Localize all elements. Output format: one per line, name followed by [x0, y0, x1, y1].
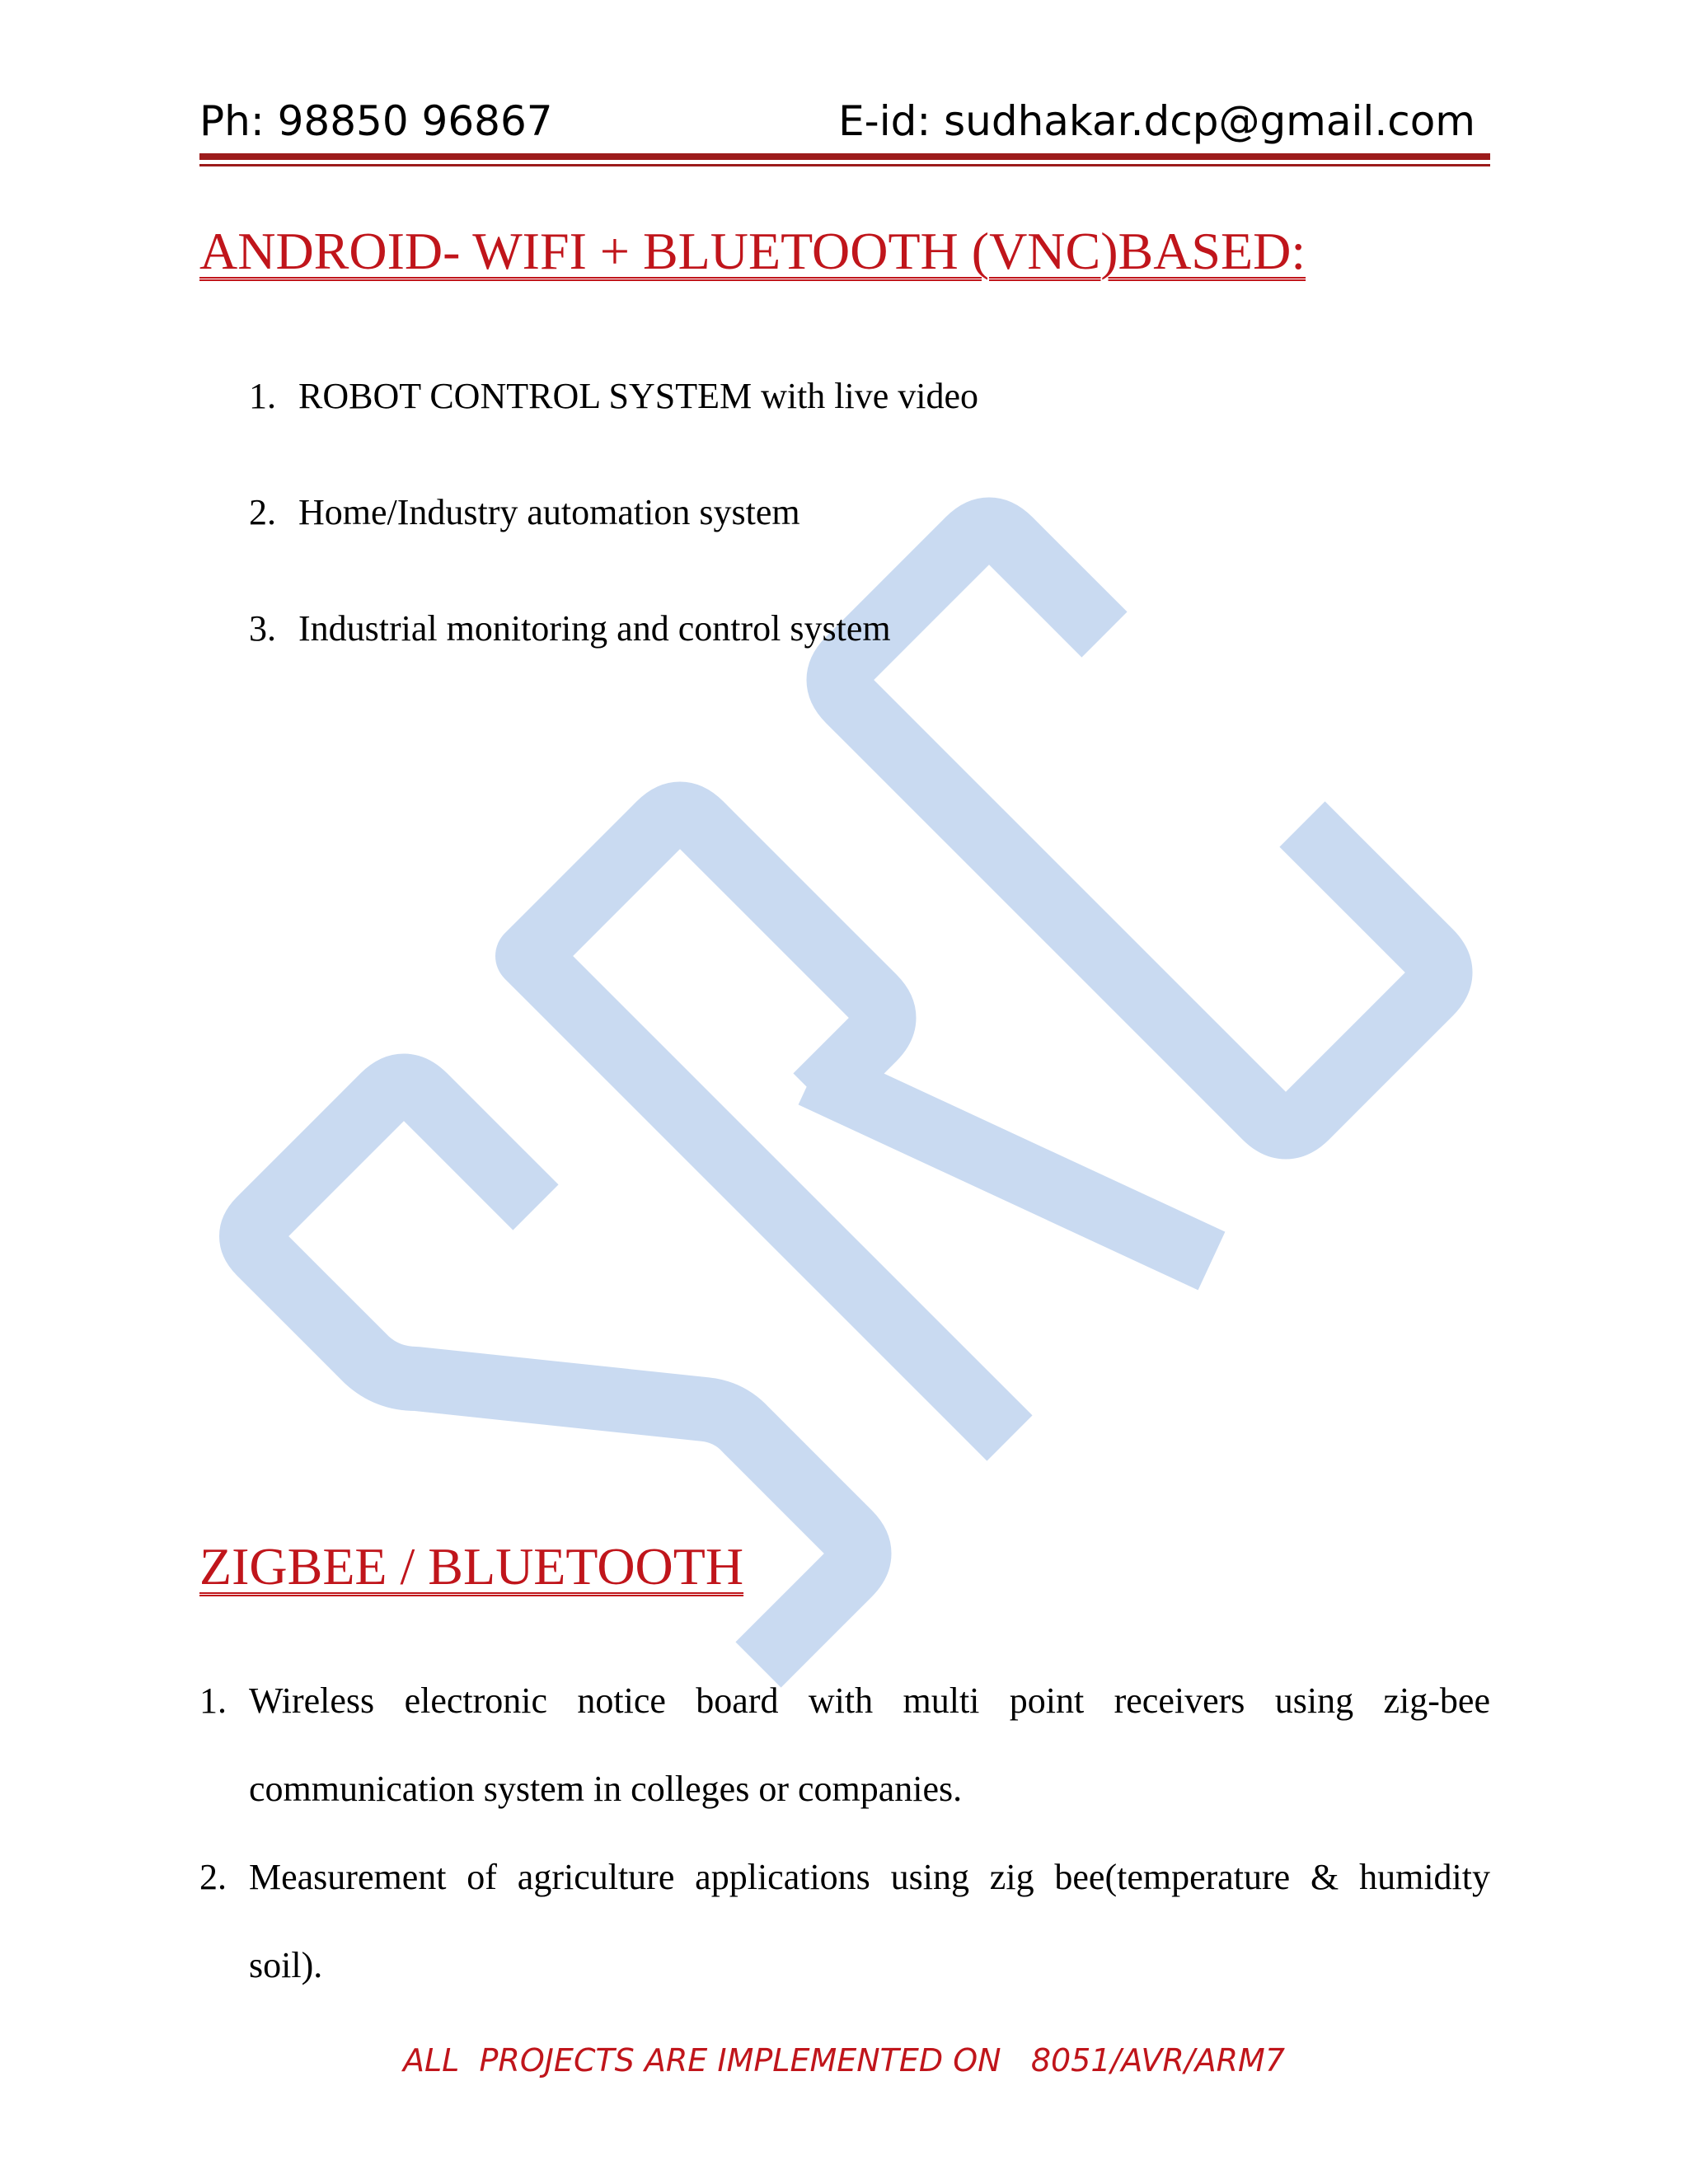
list-item-number: 3.	[249, 608, 276, 649]
section-title-android: ANDROID- WIFI + BLUETOOTH (VNC)BASED:	[199, 222, 1306, 280]
list-item-number: 1.	[249, 376, 276, 416]
list-item-text-line2: communication system in colleges or companies.	[249, 1769, 963, 1809]
list-item-text-line1: Wireless electronic notice board with multi point receivers using zig-bee	[249, 1680, 1490, 1721]
android-project-list	[249, 371, 978, 719]
section-title-zigbee: ZIGBEE / BLUETOOTH	[199, 1537, 744, 1596]
header-rule-thick	[199, 153, 1490, 160]
footer-note: ALL PROJECTS ARE IMPLEMENTED ON 8051/AVR/ARM7	[403, 2042, 1285, 2079]
list-item-text: Home/Industry automation system	[298, 492, 800, 532]
list-item-number: 2.	[199, 1857, 227, 1897]
list-item	[249, 603, 978, 719]
list-item	[249, 487, 978, 603]
list-item	[199, 1657, 1490, 1833]
list-item-text: Industrial monitoring and control system	[298, 608, 891, 649]
list-item	[199, 1833, 1490, 2009]
list-item-text: ROBOT CONTROL SYSTEM with live video	[298, 376, 979, 416]
email-address: E-id: sudhakar.dcp@gmail.com	[838, 97, 1475, 145]
list-item-text-line2: soil).	[249, 1945, 323, 1985]
phone-number: Ph: 98850 96867	[199, 97, 553, 145]
list-item	[249, 371, 978, 487]
zigbee-project-list	[199, 1657, 1490, 2009]
list-item-number: 2.	[249, 492, 276, 532]
list-item-text-line1: Measurement of agriculture applications using zig bee(temperature & humidity	[249, 1857, 1490, 1897]
list-item-number: 1.	[199, 1680, 227, 1721]
page-header	[199, 97, 1490, 157]
header-rule-thin	[199, 164, 1490, 166]
